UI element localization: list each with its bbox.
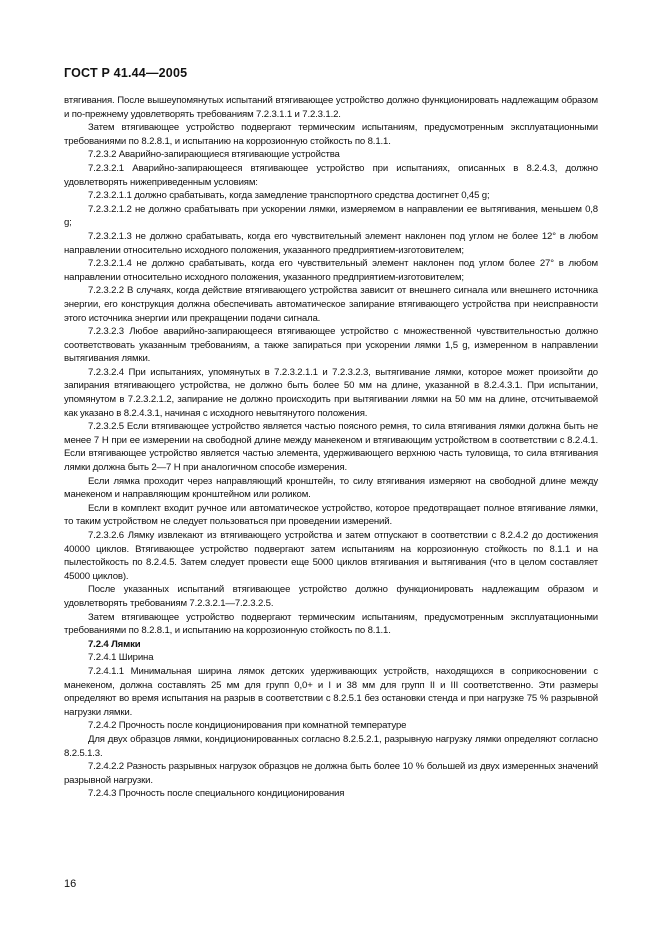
- paragraph: 7.2.3.2.1.1 должно срабатывать, когда замедление транспортного средства достигнет 0,45 g;: [88, 190, 490, 202]
- paragraph: Затем втягивающее устройство подвергают термическим испытаниям, предусмотренным эксплуатационными требованиями по 8.2.8.1, и испытанию на коррозионную стойкость по 8.1.1.: [64, 611, 598, 637]
- paragraph: 7.2.3.2.1 Аварийно-запирающееся втягивающее устройство при испытаниях, описанных в 8.2.4.3, должно удовлетворять нижеприведенным условиям:: [64, 162, 598, 188]
- paragraph: После указанных испытаний втягивающее устройство должно функционировать надлежащим образом и удовлетворять требованиям 7.2.3.2.1—7.2.3.2.5.: [64, 584, 598, 609]
- paragraph: 7.2.3.2.2 В случаях, когда действие втягивающего устройства зависит от внешнего сигнала или внешнего источника энергии, его конструкция должна обеспечивать автоматическое запирание втягивающего устройства при неисправности этого источника энергии или прекращении подачи сигнала.: [64, 285, 598, 324]
- paragraph: Если лямка проходит через направляющий кронштейн, то силу втягивания измеряют на свободной длине между манекеном и направляющим кронштейном или роликом.: [64, 475, 598, 501]
- paragraph: 7.2.4.1.1 Минимальная ширина лямок детских удерживающих устройств, находящихся в соприкосновении с манекеном, должна составлять 25 мм для групп 0,0+ и I и 38 мм для групп II и III соответственно. Эти размеры определяют во время испытания на разрыв в соответствии с 8.2.5.1 без остановки стенда и при нагрузке 75 % разрывной нагрузки лямки.: [64, 665, 598, 718]
- paragraph: 7.2.3.2 Аварийно-запирающиеся втягивающие устройства: [88, 149, 340, 161]
- page-number: 16: [64, 878, 77, 890]
- paragraph: 7.2.3.2.4 При испытаниях, упомянутых в 7.2.3.2.1.1 и 7.2.3.2.3, вытягивание лямки, которое может произойти до запирания втягивающего устройства, не должно быть более 50 мм на длине, указанной в 8.2.4.3.1. При испытании, упомянутом в 7.2.3.2.1.2, запирание не должно происходить при вытягивании лямки на 50 мм на длине, отсчитываемой как указано в 8.2.4.3.1, начиная с исходного невытянутого положения.: [64, 366, 598, 419]
- paragraph: втягивания. После вышеупомянутых испытаний втягивающее устройство должно функционировать надлежащим образом и по-прежнему удовлетворять требованиям 7.2.3.1.1 и 7.2.3.1.2.: [64, 95, 598, 120]
- document-body: [64, 94, 598, 801]
- paragraph: 7.2.3.2.3 Любое аварийно-запирающееся втягивающее устройство с множественной чувствительностью должно соответствовать указанным требованиям, а также запираться при ускорении лямки 1,5 g, измеренном в направлении вытягивания лямки.: [64, 326, 598, 365]
- paragraph: 7.2.4.3 Прочность после специального кондиционирования: [88, 788, 345, 800]
- paragraph: 7.2.3.2.1.3 не должно срабатывать, когда его чувствительный элемент наклонен под углом не более 12° в любом направлении относительно исходного положения, указанного предприятием-изготовителем;: [64, 230, 598, 256]
- paragraph: Для двух образцов лямки, кондиционированных согласно 8.2.5.2.1, разрывную нагрузку лямки определяют согласно 8.2.5.1.3.: [64, 733, 598, 759]
- paragraph: 7.2.4.2 Прочность после кондиционирования при комнатной температуре: [88, 720, 407, 732]
- paragraph: Затем втягивающее устройство подвергают термическим испытаниям, предусмотренным эксплуатационными требованиями по 8.2.8.1, и испытанию на коррозионную стойкость по 8.1.1.: [64, 122, 598, 147]
- paragraph: 7.2.3.2.1.2 не должно срабатывать при ускорении лямки, измеряемом в направлении ее вытягивания, меньшем 0,8 g;: [64, 203, 598, 229]
- paragraph: Если в комплект входит ручное или автоматическое устройство, которое предотвращает полное втягивание лямки, то таким устройством не следует пользоваться при проведении измерений.: [64, 502, 598, 528]
- document-header: ГОСТ Р 41.44—2005: [64, 66, 188, 80]
- section-heading: 7.2.4 Лямки: [88, 638, 141, 650]
- paragraph: 7.2.3.2.1.4 не должно срабатывать, когда его чувствительный элемент наклонен под углом более 27° в любом направлении относительно исходного положения, указанного предприятием-изготовителем;: [64, 258, 598, 283]
- paragraph: 7.2.4.1 Ширина: [88, 652, 154, 664]
- paragraph: 7.2.3.2.6 Лямку извлекают из втягивающего устройства и затем отпускают в соответствии с 8.2.4.2 до достижения 40000 циклов. Втягивающее устройство подвергают затем испытаниям на коррозионную стойкость по 8.1.1 и на пылестойкость по 8.2.4.5. Затем следует провести еще 5000 циклов втягивания и вытягивания (что в целом составляет 45000 циклов).: [64, 530, 598, 582]
- paragraph: 7.2.3.2.5 Если втягивающее устройство является частью поясного ремня, то сила втягивания лямки должна быть не менее 7 Н при ее измерении на свободной длине между манекеном и втягивающим устройством в соответствии с 8.2.4.1. Если втягивающее устройство является частью элемента, удерживающего верхнюю часть туловища, то сила втягивания лямки должна быть 2—7 Н при аналогичном способе измерения.: [64, 421, 598, 474]
- paragraph: 7.2.4.2.2 Разность разрывных нагрузок образцов не должна быть более 10 % большей из двух измеренных значений разрывной нагрузки.: [64, 761, 598, 786]
